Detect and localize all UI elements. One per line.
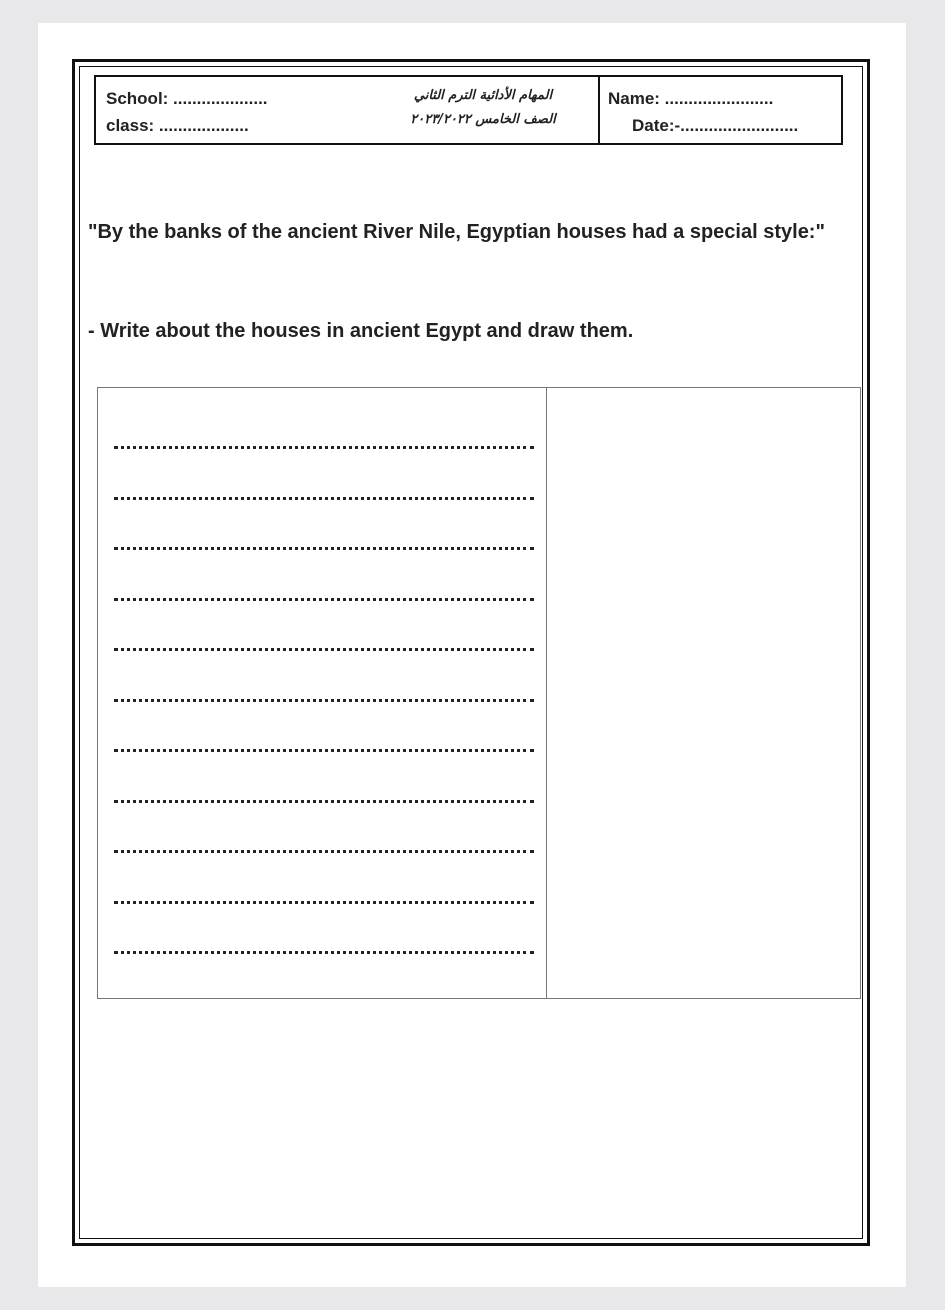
header-right (608, 85, 838, 139)
writing-line[interactable] (114, 901, 534, 904)
arabic-title-line2: الصف الخامس ٢٠٢٣/٢٠٢٢ (410, 112, 556, 127)
name-field[interactable]: Name: ....................... (608, 89, 774, 108)
writing-line[interactable] (114, 598, 534, 601)
worksheet-page (38, 23, 906, 1287)
writing-line[interactable] (114, 850, 534, 853)
writing-line[interactable] (114, 699, 534, 702)
answer-box (97, 387, 861, 999)
writing-line[interactable] (114, 497, 534, 500)
header-box (94, 75, 843, 145)
writing-line[interactable] (114, 800, 534, 803)
header-title (368, 77, 600, 143)
school-field[interactable]: School: .................... (106, 89, 268, 108)
drawing-area[interactable] (547, 388, 860, 998)
header-left (106, 85, 356, 139)
class-field[interactable]: class: ................... (106, 116, 249, 135)
writing-line[interactable] (114, 749, 534, 752)
task-instruction: - Write about the houses in ancient Egypt and draw them. (88, 320, 634, 342)
date-field[interactable]: Date:-......................... (632, 116, 799, 135)
writing-line[interactable] (114, 446, 534, 449)
writing-area[interactable] (98, 388, 547, 998)
writing-line[interactable] (114, 648, 534, 651)
writing-line[interactable] (114, 951, 534, 954)
writing-line[interactable] (114, 547, 534, 550)
page-border (72, 59, 870, 1246)
prompt-quote: "By the banks of the ancient River Nile, Egyptian houses had a special style:" (88, 221, 825, 243)
arabic-title-line1: المهام الأدائية الترم الثاني (413, 88, 553, 103)
